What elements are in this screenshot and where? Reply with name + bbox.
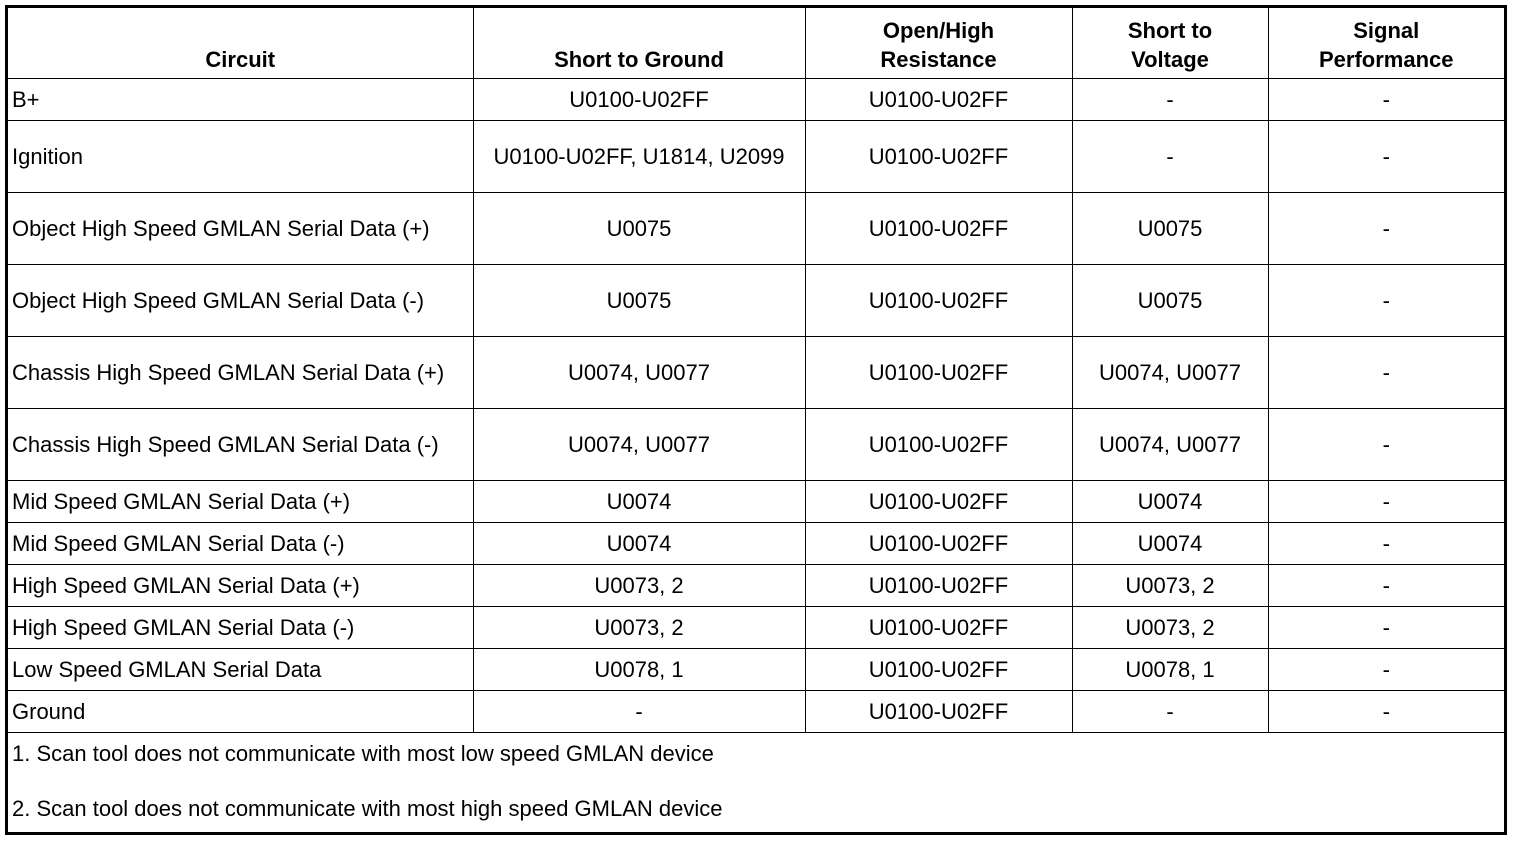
short-to-voltage-cell: U0074, U0077 <box>1072 408 1268 480</box>
short-to-voltage-cell: U0075 <box>1072 264 1268 336</box>
signal-performance-cell: - <box>1268 78 1504 120</box>
circuit-cell: B+ <box>8 78 473 120</box>
short-to-ground-cell: U0074, U0077 <box>473 336 805 408</box>
header-short-to-voltage: Short to Voltage <box>1072 8 1268 78</box>
short-to-ground-cell: U0073, 2 <box>473 606 805 648</box>
circuit-cell: Low Speed GMLAN Serial Data <box>8 648 473 690</box>
table-row <box>8 522 1504 564</box>
footnote-1: 1. Scan tool does not communicate with most low speed GMLAN device <box>12 740 714 766</box>
short-to-ground-cell: U0074 <box>473 480 805 522</box>
table-row <box>8 78 1504 120</box>
open-high-resistance-cell: U0100-U02FF <box>805 564 1072 606</box>
table-header <box>8 8 1504 78</box>
dtc-circuit-table <box>8 8 1504 733</box>
table-footnotes <box>8 733 1504 823</box>
short-to-voltage-cell: U0075 <box>1072 192 1268 264</box>
short-to-ground-cell: U0075 <box>473 192 805 264</box>
open-high-resistance-cell: U0100-U02FF <box>805 192 1072 264</box>
table-row <box>8 192 1504 264</box>
header-circuit: Circuit <box>8 8 473 78</box>
short-to-ground-cell: U0073, 2 <box>473 564 805 606</box>
short-to-ground-cell: U0100-U02FF <box>473 78 805 120</box>
circuit-cell: Mid Speed GMLAN Serial Data (+) <box>8 480 473 522</box>
short-to-voltage-cell: U0073, 2 <box>1072 606 1268 648</box>
circuit-cell: Chassis High Speed GMLAN Serial Data (+) <box>8 336 473 408</box>
short-to-ground-cell: U0075 <box>473 264 805 336</box>
signal-performance-cell: - <box>1268 264 1504 336</box>
open-high-resistance-cell: U0100-U02FF <box>805 408 1072 480</box>
short-to-voltage-cell: U0073, 2 <box>1072 564 1268 606</box>
short-to-ground-cell: - <box>473 690 805 732</box>
open-high-resistance-cell: U0100-U02FF <box>805 648 1072 690</box>
header-short-to-ground: Short to Ground <box>473 8 805 78</box>
circuit-cell: Object High Speed GMLAN Serial Data (+) <box>8 192 473 264</box>
short-to-ground-cell: U0078, 1 <box>473 648 805 690</box>
header-open-high-resistance: Open/High Resistance <box>805 8 1072 78</box>
short-to-ground-cell: U0100-U02FF, U1814, U2099 <box>473 120 805 192</box>
open-high-resistance-cell: U0100-U02FF <box>805 264 1072 336</box>
circuit-cell: Chassis High Speed GMLAN Serial Data (-) <box>8 408 473 480</box>
table-row <box>8 120 1504 192</box>
signal-performance-cell: - <box>1268 192 1504 264</box>
open-high-resistance-cell: U0100-U02FF <box>805 690 1072 732</box>
short-to-voltage-cell: U0074 <box>1072 480 1268 522</box>
short-to-voltage-cell: - <box>1072 690 1268 732</box>
short-to-voltage-cell: - <box>1072 78 1268 120</box>
circuit-cell: Ignition <box>8 120 473 192</box>
table-row <box>8 564 1504 606</box>
signal-performance-cell: - <box>1268 690 1504 732</box>
table-row <box>8 690 1504 732</box>
circuit-cell: High Speed GMLAN Serial Data (-) <box>8 606 473 648</box>
circuit-cell: Object High Speed GMLAN Serial Data (-) <box>8 264 473 336</box>
header-signal-performance: Signal Performance <box>1268 8 1504 78</box>
footnote-2: 2. Scan tool does not communicate with most high speed GMLAN device <box>12 795 723 821</box>
circuit-cell: Mid Speed GMLAN Serial Data (-) <box>8 522 473 564</box>
open-high-resistance-cell: U0100-U02FF <box>805 522 1072 564</box>
short-to-ground-cell: U0074, U0077 <box>473 408 805 480</box>
short-to-voltage-cell: U0074 <box>1072 522 1268 564</box>
signal-performance-cell: - <box>1268 606 1504 648</box>
signal-performance-cell: - <box>1268 648 1504 690</box>
table-row <box>8 606 1504 648</box>
signal-performance-cell: - <box>1268 336 1504 408</box>
table-row <box>8 480 1504 522</box>
table-row <box>8 648 1504 690</box>
signal-performance-cell: - <box>1268 564 1504 606</box>
dtc-table-frame <box>5 5 1507 835</box>
open-high-resistance-cell: U0100-U02FF <box>805 78 1072 120</box>
signal-performance-cell: - <box>1268 408 1504 480</box>
table-row <box>8 408 1504 480</box>
open-high-resistance-cell: U0100-U02FF <box>805 336 1072 408</box>
short-to-ground-cell: U0074 <box>473 522 805 564</box>
circuit-cell: High Speed GMLAN Serial Data (+) <box>8 564 473 606</box>
circuit-cell: Ground <box>8 690 473 732</box>
open-high-resistance-cell: U0100-U02FF <box>805 480 1072 522</box>
short-to-voltage-cell: U0074, U0077 <box>1072 336 1268 408</box>
table-body <box>8 78 1504 732</box>
signal-performance-cell: - <box>1268 120 1504 192</box>
open-high-resistance-cell: U0100-U02FF <box>805 606 1072 648</box>
open-high-resistance-cell: U0100-U02FF <box>805 120 1072 192</box>
short-to-voltage-cell: - <box>1072 120 1268 192</box>
signal-performance-cell: - <box>1268 522 1504 564</box>
table-row <box>8 336 1504 408</box>
short-to-voltage-cell: U0078, 1 <box>1072 648 1268 690</box>
signal-performance-cell: - <box>1268 480 1504 522</box>
header-row <box>8 8 1504 78</box>
table-row <box>8 264 1504 336</box>
